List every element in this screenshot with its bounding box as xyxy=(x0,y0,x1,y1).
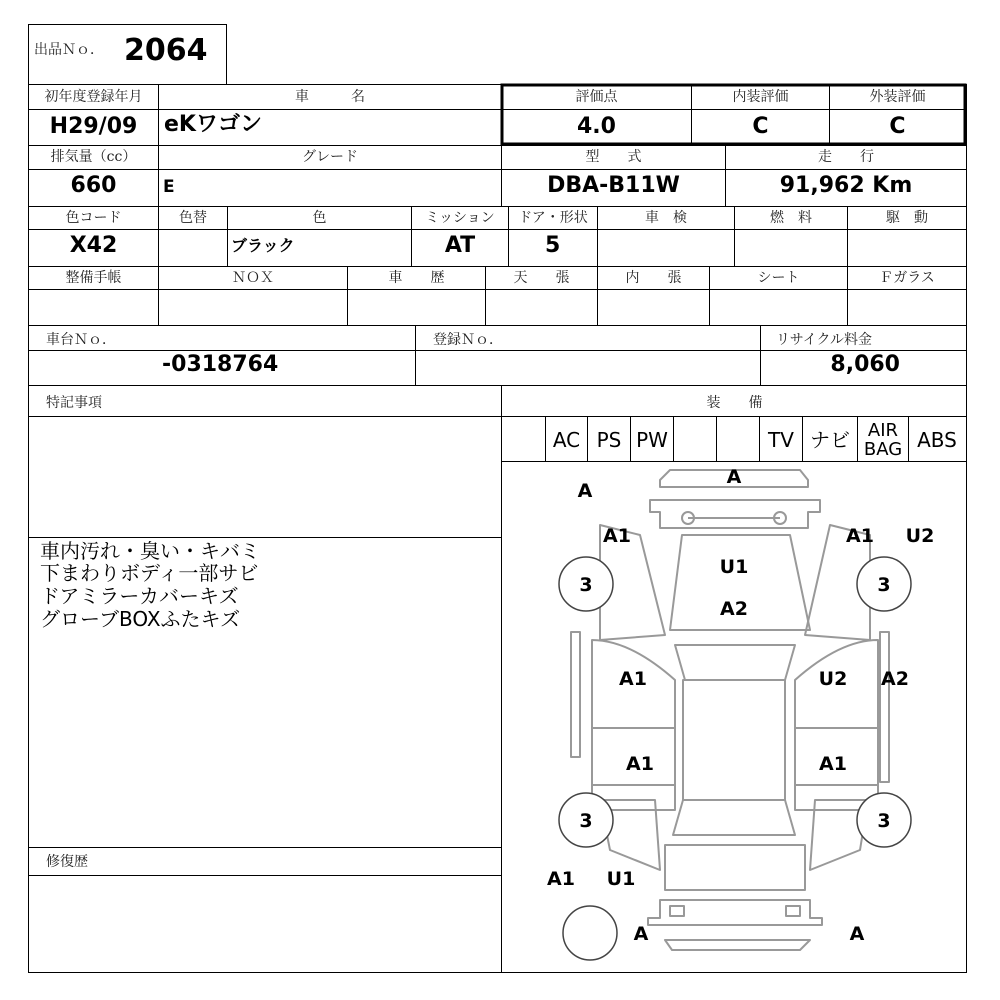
note-line: ドアミラーカバーキズ xyxy=(40,584,239,608)
color-label: 色 xyxy=(312,210,327,226)
transmission-value: AT xyxy=(444,233,476,258)
color-code-value: X42 xyxy=(69,233,118,258)
interior-value: C xyxy=(752,114,769,139)
recycle-label: リサイクル料金 xyxy=(776,332,873,348)
damage-mark: U1 xyxy=(606,868,636,890)
door-label: ドア・形状 xyxy=(518,210,588,226)
notes-label: 特記事項 xyxy=(46,395,102,411)
seat-label: シート xyxy=(757,270,800,286)
damage-mark: A1 xyxy=(603,525,631,547)
mileage-value: 91,962 Km xyxy=(779,173,913,198)
note-line: 車内汚れ・臭い・キバミ xyxy=(40,539,260,563)
car-name-value: eKワゴン xyxy=(164,112,262,137)
damage-mark: A xyxy=(633,923,649,945)
first-reg-label: 初年度登録年月 xyxy=(44,89,143,105)
damage-mark: A xyxy=(726,466,742,488)
damage-mark: U1 xyxy=(719,556,749,578)
exterior-label: 外装評価 xyxy=(869,89,926,105)
interior-label: 内装評価 xyxy=(732,89,789,105)
score-value: 4.0 xyxy=(577,114,616,139)
damage-mark: A1 xyxy=(626,753,654,775)
maintenance-label: 整備手帳 xyxy=(65,270,122,286)
repair-label: 修復歴 xyxy=(46,854,88,870)
history-label: 車 歴 xyxy=(388,270,445,286)
equipment-item xyxy=(502,418,545,462)
equipment-item: PS xyxy=(596,428,622,452)
lot-label: 出品Ｎｏ． xyxy=(34,42,104,58)
displacement-label: 排気量（cc） xyxy=(50,149,137,165)
tire-grade-front-left: 3 xyxy=(579,574,593,596)
chassis-label: 車台Ｎｏ． xyxy=(46,332,116,348)
drive-label: 駆 動 xyxy=(886,210,928,226)
grade-label: グレード xyxy=(302,149,358,165)
damage-mark: U2 xyxy=(905,525,935,547)
note-line: 下まわりボディ一部サビ xyxy=(40,561,259,585)
equipment-item xyxy=(717,418,759,462)
car-name-label: 車 名 xyxy=(295,89,365,105)
equipment-item: ナビ xyxy=(810,428,850,452)
note-line: グローブBOXふたキズ xyxy=(40,607,241,631)
car-diagram xyxy=(502,462,966,972)
damage-mark: A2 xyxy=(720,598,748,620)
damage-mark: U2 xyxy=(818,668,848,690)
rear-bumper-outline xyxy=(648,900,822,925)
exterior-value: C xyxy=(889,114,906,139)
equipment-label: 装 備 xyxy=(706,395,763,411)
grade-value: E xyxy=(163,177,175,197)
damage-mark: A xyxy=(577,480,593,502)
roof-outline xyxy=(675,645,795,680)
equipment-item: TV xyxy=(768,428,794,452)
tire-grade-rear-right: 3 xyxy=(877,810,891,832)
color-value: ブラック xyxy=(231,236,295,255)
tire-grade-front-right: 3 xyxy=(877,574,891,596)
registration-label: 登録Ｎｏ． xyxy=(433,332,503,348)
damage-mark: A2 xyxy=(881,668,909,690)
ceiling-label: 天 張 xyxy=(513,270,570,286)
recolor-label: 色替 xyxy=(179,210,207,226)
chassis-value: -0318764 xyxy=(162,352,279,377)
model-label: 型 式 xyxy=(585,149,642,165)
door-value: 5 xyxy=(545,233,561,258)
displacement-value: 660 xyxy=(70,173,117,198)
damage-mark: A1 xyxy=(819,753,847,775)
score-label: 評価点 xyxy=(575,89,618,105)
lot-number: 2064 xyxy=(124,33,208,68)
equipment-item: AIR BAG xyxy=(863,420,903,460)
recycle-value: 8,060 xyxy=(830,352,900,377)
equipment-item: PW xyxy=(636,428,668,452)
first-reg-value: H29/09 xyxy=(49,114,138,139)
tire-grade-rear-left: 3 xyxy=(579,810,593,832)
damage-mark: A xyxy=(849,923,865,945)
damage-mark: A1 xyxy=(547,868,575,890)
equipment-item: ABS xyxy=(917,428,957,452)
f-glass-label: Ｆガラス xyxy=(879,270,935,286)
color-code-label: 色コード xyxy=(65,210,122,226)
inspection-label: 車 検 xyxy=(645,210,687,226)
damage-mark: A1 xyxy=(846,525,874,547)
interior-lining-label: 内 張 xyxy=(625,270,682,286)
fuel-label: 燃 料 xyxy=(770,210,812,226)
model-value: DBA-B11W xyxy=(547,173,680,198)
nox-label: ＮＯＸ xyxy=(232,270,274,286)
mileage-label: 走 行 xyxy=(818,149,874,165)
spare-tire xyxy=(563,906,617,960)
equipment-item xyxy=(674,418,716,462)
equipment-item: AC xyxy=(552,428,581,452)
damage-mark: A1 xyxy=(619,668,647,690)
transmission-label: ミッション xyxy=(425,210,495,226)
